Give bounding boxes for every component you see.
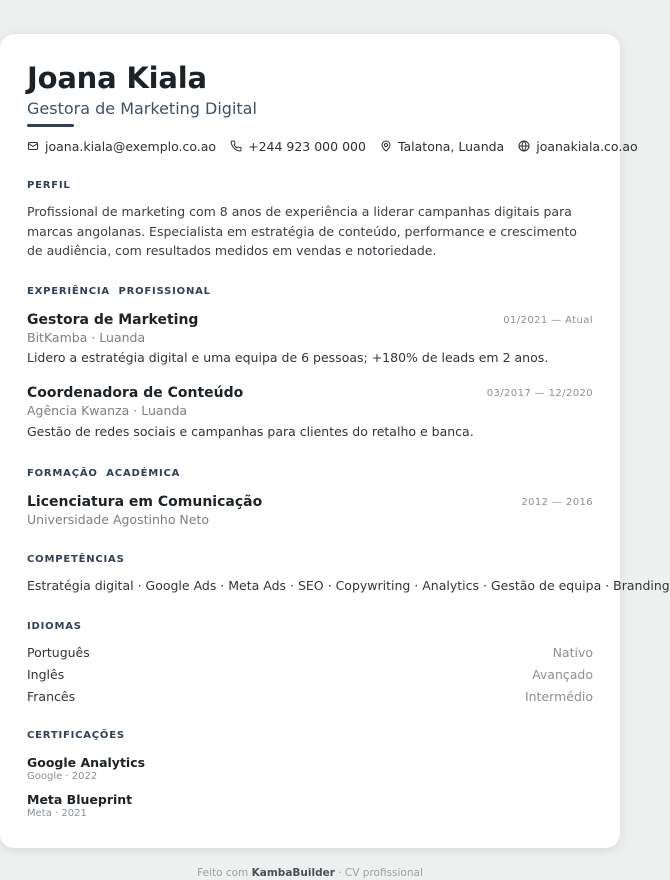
accent-underline <box>27 124 74 127</box>
education-dates: 2012 — 2016 <box>521 497 593 508</box>
candidate-role: Gestora de Marketing Digital <box>27 99 257 118</box>
contact-email[interactable] <box>27 139 216 154</box>
section-title-certifications: CERTIFICAÇÕES <box>27 730 125 741</box>
footer-suffix: · CV profissional <box>338 867 423 879</box>
candidate-name: Joana Kiala <box>27 61 207 95</box>
experience-role: Coordenadora de Conteúdo <box>27 385 244 401</box>
contact-phone[interactable] <box>230 139 366 154</box>
phone-icon <box>230 140 242 152</box>
contact-location-text: Talatona, Luanda <box>397 138 505 154</box>
experience-dates: 03/2017 — 12/2020 <box>486 388 593 399</box>
certification-issuer: Google · 2022 <box>27 771 98 782</box>
language-level: Avançado <box>532 667 593 682</box>
footer-brand-link[interactable]: KambaBuilder <box>251 867 335 879</box>
map-pin-icon <box>380 140 392 152</box>
contact-phone-text: +244 923 000 000 <box>248 138 366 154</box>
contact-email-text: joana.kiala@exemplo.co.ao <box>45 138 217 154</box>
globe-icon <box>518 140 530 152</box>
experience-description: Lidero a estratégia digital e uma equipa de 6 pessoas; +180% de leads em 2 anos. <box>27 350 549 365</box>
resume-card <box>0 34 620 848</box>
contact-website[interactable] <box>518 139 637 154</box>
language-level: Intermédio <box>524 689 593 704</box>
section-title-languages: IDIOMAS <box>27 621 82 632</box>
language-name: Francês <box>27 689 76 704</box>
section-title-profile: PERFIL <box>27 180 71 191</box>
education-school: Universidade Agostinho Neto <box>27 512 210 527</box>
language-name: Inglês <box>27 667 65 682</box>
language-row <box>27 689 593 705</box>
footer-prefix: Feito com <box>197 867 249 879</box>
profile-text: Profissional de marketing com 8 anos de experiência a liderar campanhas digitais para marcas angolanas. Especialista em estratégia de conteúdo, performance e crescimento de audiência, com resultados medidos em vendas e notoriedade. <box>27 204 577 258</box>
language-row <box>27 667 593 683</box>
contact-location <box>380 139 504 154</box>
experience-role: Gestora de Marketing <box>27 312 199 328</box>
education-degree: Licenciatura em Comunicação <box>27 494 263 510</box>
certification-issuer: Meta · 2021 <box>27 808 87 819</box>
section-title-education: FORMAÇÃO ACADÉMICA <box>27 468 181 479</box>
language-name: Português <box>27 645 90 660</box>
experience-company: Agência Kwanza · Luanda <box>27 403 188 418</box>
footer <box>0 866 620 880</box>
section-title-experience: EXPERIÊNCIA PROFISSIONAL <box>27 286 211 297</box>
contact-website-text: joanakiala.co.ao <box>536 138 638 154</box>
experience-description: Gestão de redes sociais e campanhas para clientes do retalho e banca. <box>27 424 474 439</box>
contact-row <box>27 137 652 155</box>
experience-company: BitKamba · Luanda <box>27 330 146 345</box>
language-row <box>27 645 593 661</box>
certification-name: Meta Blueprint <box>27 792 133 807</box>
experience-dates: 01/2021 — Atual <box>503 315 593 326</box>
certification-name: Google Analytics <box>27 755 146 770</box>
skills-list: Estratégia digital · Google Ads · Meta Ads · SEO · Copywriting · Analytics · Gestão de equipa · Branding <box>27 578 670 593</box>
section-title-skills: COMPETÊNCIAS <box>27 554 125 565</box>
mail-icon <box>27 140 39 152</box>
language-level: Nativo <box>552 645 593 660</box>
